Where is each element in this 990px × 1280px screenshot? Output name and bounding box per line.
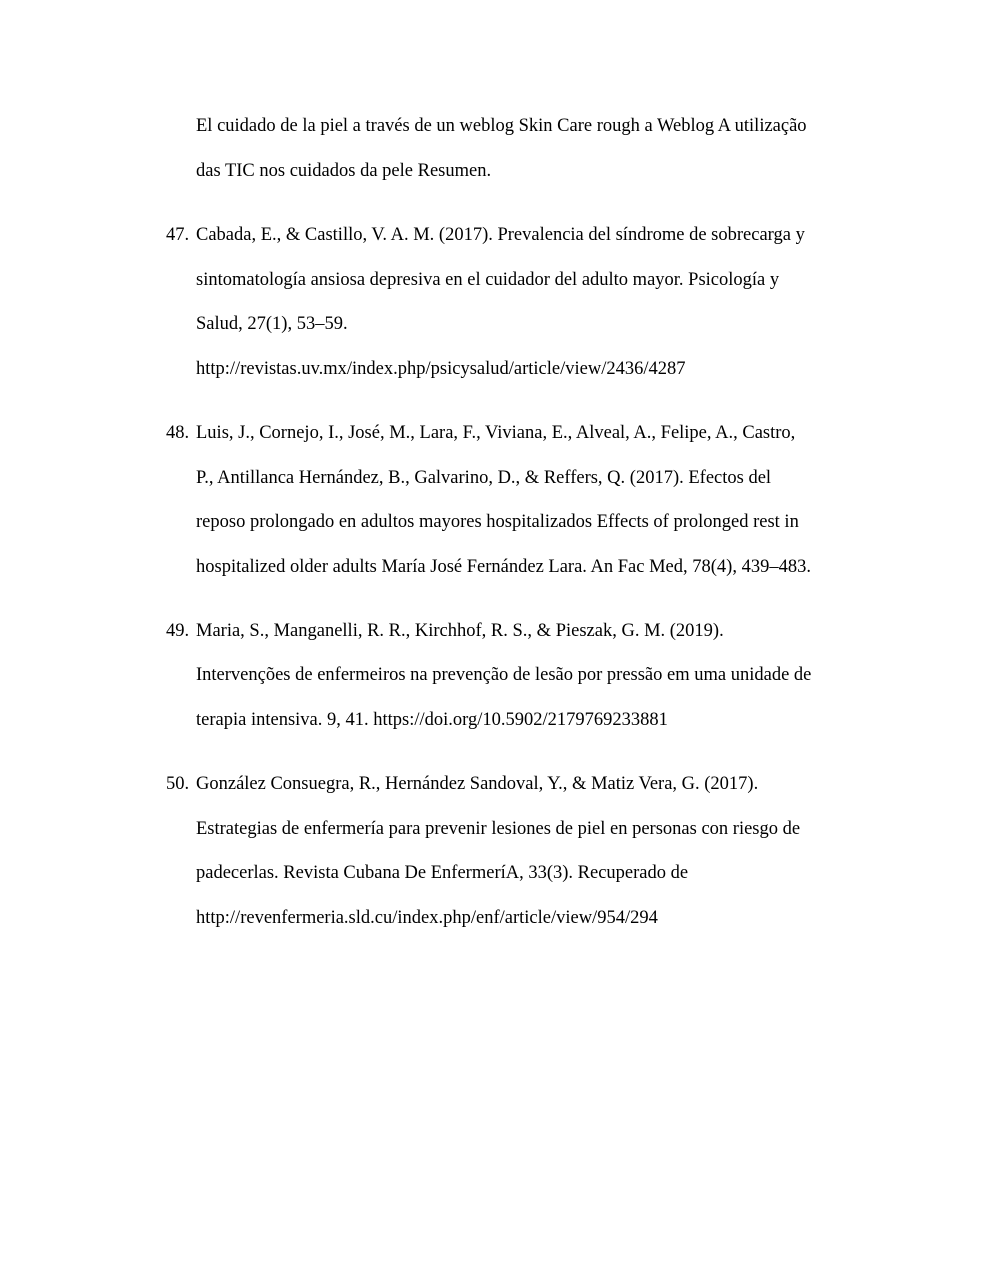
reference-line: El cuidado de la piel a través de un weblog Skin Care rough a Weblog A utilização: [196, 116, 807, 136]
reference-link[interactable]: http://revistas.uv.mx/index.php/psicysalud/article/view/2436/4287: [196, 359, 686, 379]
reference-line: P., Antillanca Hernández, B., Galvarino, D., & Reffers, Q. (2017). Efectos del: [196, 468, 772, 488]
reference-line: Maria, S., Manganelli, R. R., Kirchhof, R. S., & Pieszak, G. M. (2019).: [196, 621, 724, 641]
reference-line: Estrategias de enfermería para prevenir lesiones de piel en personas con riesgo de: [196, 819, 801, 839]
reference-line: Intervenções de enfermeiros na prevenção de lesão por pressão em uma unidade de: [196, 665, 812, 685]
reference-line: Luis, J., Cornejo, I., José, M., Lara, F., Viviana, E., Alveal, A., Felipe, A., Castro,: [196, 423, 796, 443]
reference-line: terapia intensiva. 9, 41. https://doi.org/10.5902/2179769233881: [196, 710, 668, 730]
reference-line: Cabada, E., & Castillo, V. A. M. (2017). Prevalencia del síndrome de sobrecarga y: [196, 225, 805, 245]
reference-number: 49.: [166, 621, 190, 641]
reference-line: padecerlas. Revista Cubana De EnfermeríA, 33(3). Recuperado de: [196, 863, 689, 883]
reference-number: 47.: [166, 225, 190, 245]
reference-line: das TIC nos cuidados da pele Resumen.: [196, 161, 492, 181]
reference-line: hospitalized older adults María José Fernández Lara. An Fac Med, 78(4), 439–483.: [196, 557, 811, 577]
reference-line: González Consuegra, R., Hernández Sandoval, Y., & Matiz Vera, G. (2017).: [196, 774, 759, 794]
reference-line: Salud, 27(1), 53–59.: [196, 314, 348, 334]
reference-line: sintomatología ansiosa depresiva en el cuidador del adulto mayor. Psicología y: [196, 270, 780, 290]
reference-number: 50.: [166, 774, 190, 794]
reference-link[interactable]: http://revenfermeria.sld.cu/index.php/enf/article/view/954/294: [196, 908, 658, 928]
reference-number: 48.: [166, 423, 190, 443]
reference-line: reposo prolongado en adultos mayores hospitalizados Effects of prolonged rest in: [196, 512, 799, 532]
